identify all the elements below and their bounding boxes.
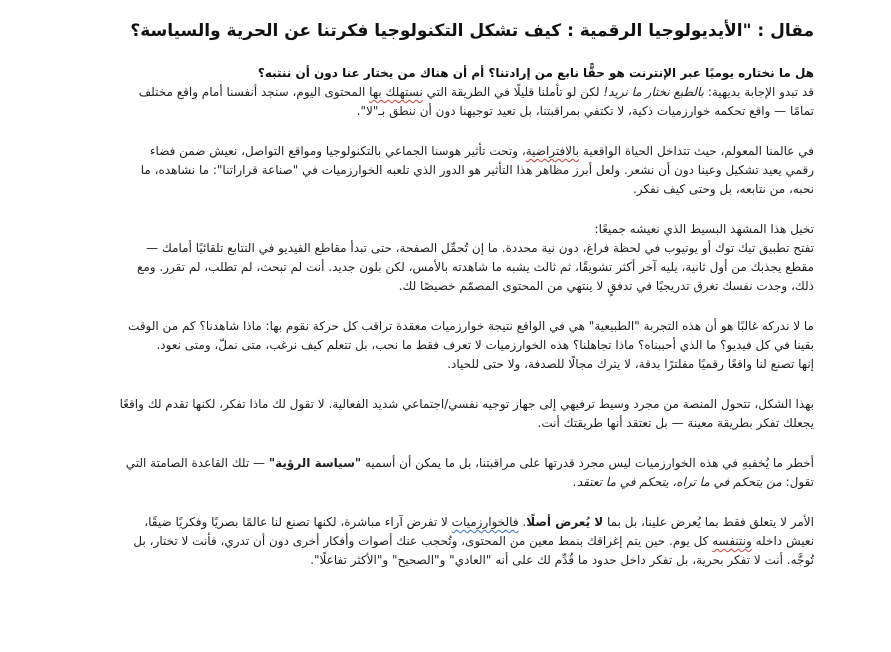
p7-text-start: الأمر لا يتعلق فقط بما يُعرض علينا، بل بما [603,515,814,529]
p3-intro: تخيل هذا المشهد البسيط الذي نعيشه جميعًا: [594,222,814,236]
p1-text-end: المحتوى اليوم، سنجد أنفسنا أمام واقع مختلف تمامًا — واقع تحكمه خوارزميات ذكية، لا تكتفي بمراقبتنا، بل تعيد توجيهنا دون أن ننطق بـ"لا". [138,85,814,118]
paragraph-2 [118,142,814,199]
p4-text-a: ما لا ندركه غالبًا هو أن هذه التجربة "الطبيعية" هي في الواقع نتيجة خوارزميات معقدة تراقب كل حركة نقوم بها: ماذا شاهدنا؟ كم من الوقت بقينا في كل فيديو؟ ما الذي أحببناه؟ ماذا تجاهلنا؟ هذه الخوارزميات لا تعرف فقط ما نحب، بل تتعلم كيف نرغب، متى نملّ، ومتى نعود. [128,319,814,352]
paragraph-5 [118,395,814,433]
paragraph-3 [118,220,814,296]
p7-text-end: كل يوم. حين يتم إغراقك بنمط معين من المحتوى، وتُحجب عنك أصوات وأفكار أخرى دون أن تدري، فأنت لا تختار، بل تُوجَّه. أنت لا تفكر بحرية، بل تفكر داخل حدود ما قُدِّم لك على أنه "العادي" و"الصحيح" و"الأكثر تفاعلًا". [133,534,814,567]
p7-grammar-word: فالخوارزميات [451,515,519,529]
p2-text-end: ، وتحت تأثير هوسنا الجماعي بالتكنولوجيا ومواقع التواصل، نعيش ضمن فضاء رقمي يعيد تشكيل وعينا دون أن نشعر. ولعل أبرز مظاهر هذا التأثير هو الدور الذي تلعبه الخوارزميات في "صناعة قراراتنا": ما نشاهده، ما نحبه، من نتابعه، بل وحتى كيف نفكر. [140,144,814,196]
article-title: مقال : "الأيديولوجيا الرقمية : كيف تشكل التكنولوجيا فكرتنا عن الحرية والسياسة؟ [130,21,814,41]
paragraph-4 [118,317,814,374]
p1-spellcheck-word: نستهلك بها [369,85,423,99]
p1-text-mid: لكن لو تأملنا قليلًا في الطريقة التي [422,85,604,99]
p6-text-start: أخطر ما يُخفيهِ في هذه الخوارزميات ليس مجرد قدرتها على مراقبتنا، بل ما يمكن أن أسميه [361,456,814,470]
p4-text-b: إنها تصنع لنا واقعًا رقميًا مفلترًا بدقة، لا يترك مجالًا للصدفة، ولا حتى للحياد. [447,357,814,371]
p5-text: بهذا الشكل، تتحول المنصة من مجرد وسيط ترفيهي إلى جهاز توجيه نفسي/اجتماعي شديد الفعالية. لا تقول لك ماذا تفكر، لكنها تقدم لك واقعًا يجعلك تفكر بطريقة معينة — بل تعتقد أنها طريقتك أنت. [119,397,814,430]
p7-strong-phrase: لا يُعرض أصلًا [526,515,604,529]
p6-italic-phrase: من يتحكم في ما تراه، يتحكم في ما تعتقد. [573,475,782,489]
p6-text-mid: — تلك القاعدة الصامتة التي تقول: [125,456,814,489]
p1-text-start: قد تبدو الإجابة بديهية: [704,85,814,99]
p7-text-mid: . [518,515,527,529]
p7-text-mid2: لا تفرض آراء مباشرة، لكنها تصنع لنا عالمًا بصريًا وفكريًا ضيقًا، نعيش داخله [144,515,814,548]
p6-strong-phrase: "سياسة الرؤية" [268,456,362,470]
p7-spellcheck-word: ونتنفسه [712,534,752,548]
document-body[interactable] [118,0,814,570]
p1-italic-phrase: بالطبع نختار ما نريد! [603,85,705,99]
paragraph-7 [118,513,814,570]
intro-paragraph [118,64,814,121]
intro-question: هل ما نختاره يوميًا عبر الإنترنت هو حقًّا نابع من إرادتنا؟ أم أن هناك من يختار عنا دون أن ننتبه؟ [257,66,814,80]
paragraph-6 [118,454,814,492]
p2-text-start: في عالمنا المعولم، حيث تتداخل الحياة الواقعية [579,144,814,158]
p3-body: تفتح تطبيق تيك توك أو يوتيوب في لحظة فراغ، دون نية محددة. ما إن تُحمِّل الصفحة، حتى تبدأ مقاطع الفيديو في التتابع تلقائيًا أمامك — مقطع يجذبك من أول ثانية، يليه آخر أكثر تشويقًا، ثم ثالث يشبه ما شاهدته بالأمس، لكن بلون جديد. أنت لم تبحث، لم تطلب، لم تقرر. ومع ذلك، وجدت نفسك تغرق تدريجيًا في تدفقٍ لا ينتهي من المحتوى المصمّم خصيصًا لك. [136,241,814,293]
p2-spellcheck-word: بالافتراضية [525,144,580,158]
